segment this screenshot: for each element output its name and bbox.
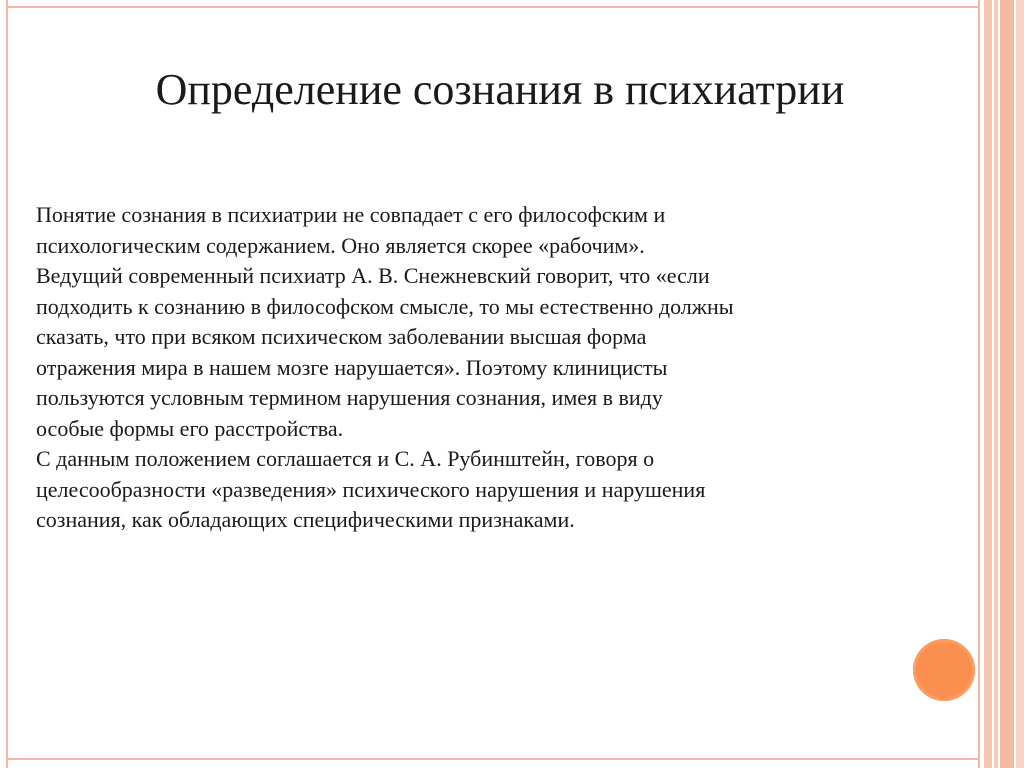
body-text-line: особые формы его расстройства. [36,415,344,441]
body-text-line: пользуются условным термином нарушения сознания, имея в виду [36,385,663,410]
frame-top-border [6,6,980,8]
right-decorative-stripe [1000,0,1014,768]
body-text-line: подходить к сознанию в философском смысле, то мы естественно должны [36,293,734,319]
decorative-orange-circle [913,639,975,701]
right-decorative-stripe [984,0,992,768]
frame-right-border [978,0,980,768]
body-text-line: С данным положением соглашается и С. А. Рубинштейн, говоря о [36,446,655,471]
body-text-line: сознания, как обладающих специфическими признаками. [36,507,575,532]
body-text-line: Понятие сознания в психиатрии не совпадает с его философским и [36,202,666,227]
frame-bottom-border [6,758,980,760]
right-decorative-stripe [1016,0,1024,768]
slide-body-text [36,200,966,536]
frame-left-border [6,0,8,768]
body-text-line: отражения мира в нашем мозге нарушается». Поэтому клиницисты [36,354,668,380]
body-text-line: Ведущий современный психиатр А. В. Снежневский говорит, что «если [36,263,710,288]
right-decorative-stripe [994,0,998,768]
body-text-line: психологическим содержанием. Оно является скорее «рабочим». [36,232,645,258]
body-text-line: сказать, что при всяком психическом заболевании высшая форма [36,324,647,349]
body-text-line: целесообразности «разведения» психического нарушения и нарушения [36,476,706,502]
slide-title: Определение сознания в психиатрии [155,65,845,114]
